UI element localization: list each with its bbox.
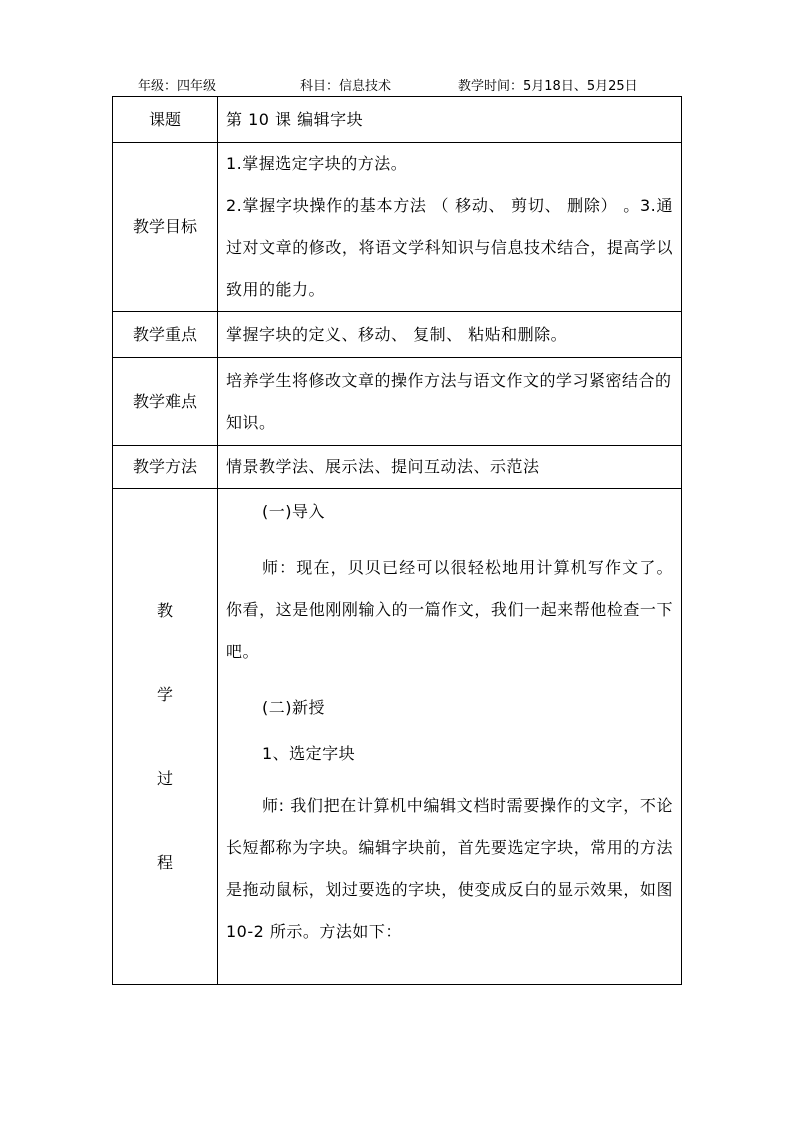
goals-label: 教学目标 bbox=[113, 143, 218, 312]
process-char-3: 过 bbox=[156, 768, 173, 788]
process-char-1: 教 bbox=[156, 600, 173, 620]
grade-label: 年级：四年级 bbox=[138, 79, 217, 94]
method-value: 情景教学法、展示法、提问互动法、示范法 bbox=[218, 446, 682, 489]
process-intro-text: 师：现在，贝贝已经可以很轻松地用计算机写作文了。你看，这是他刚刚输入的一篇作文，我们一起来帮他检查一下吧。 bbox=[226, 558, 673, 661]
difficulty-value: 培养学生将修改文章的操作方法与语文作文的学习紧密结合的知识。 bbox=[218, 358, 682, 446]
process-new-heading: (二)新授 bbox=[262, 698, 325, 717]
difficulty-label: 教学难点 bbox=[113, 358, 218, 446]
goals-value bbox=[218, 143, 682, 312]
topic-value: 第 10 课 编辑字块 bbox=[218, 97, 682, 143]
row-process bbox=[113, 489, 682, 985]
document-header bbox=[138, 72, 684, 94]
row-method bbox=[113, 446, 682, 489]
process-step-1-text: 师: 我们把在计算机中编辑文档时需要操作的文字，不论长短都称为字块。编辑字块前，首先要选定字块，常用的方法是拖动鼠标，划过要选的字块，使变成反白的显示效果，如图 10-2 所示。方法如下： bbox=[226, 796, 673, 941]
subject-label: 科目：信息技术 bbox=[300, 79, 392, 94]
method-label: 教学方法 bbox=[113, 446, 218, 489]
teaching-time-label: 教学时间：5月18日、5月25日 bbox=[458, 79, 638, 94]
process-char-4: 程 bbox=[156, 852, 173, 872]
row-goals bbox=[113, 143, 682, 312]
process-value bbox=[218, 489, 682, 985]
goal-line-2: 2.掌握字块操作的基本方法 （ 移动、 剪切、 删除） 。3.通过对文章的修改，将语文学科知识与信息技术结合，提高学以致用的能力。 bbox=[226, 196, 673, 299]
process-label bbox=[113, 489, 218, 985]
row-topic bbox=[113, 97, 682, 143]
goal-line-1: 1.掌握选定字块的方法。 bbox=[226, 154, 408, 173]
process-intro-heading: (一)导入 bbox=[262, 502, 325, 521]
key-points-label: 教学重点 bbox=[113, 312, 218, 358]
row-key-points bbox=[113, 312, 682, 358]
key-points-value: 掌握字块的定义、移动、 复制、 粘贴和删除。 bbox=[218, 312, 682, 358]
lesson-plan-table bbox=[112, 96, 682, 985]
row-difficulty bbox=[113, 358, 682, 446]
topic-label: 课题 bbox=[113, 97, 218, 143]
process-step-1: 1、选定字块 bbox=[262, 744, 356, 763]
process-char-2: 学 bbox=[156, 684, 173, 704]
